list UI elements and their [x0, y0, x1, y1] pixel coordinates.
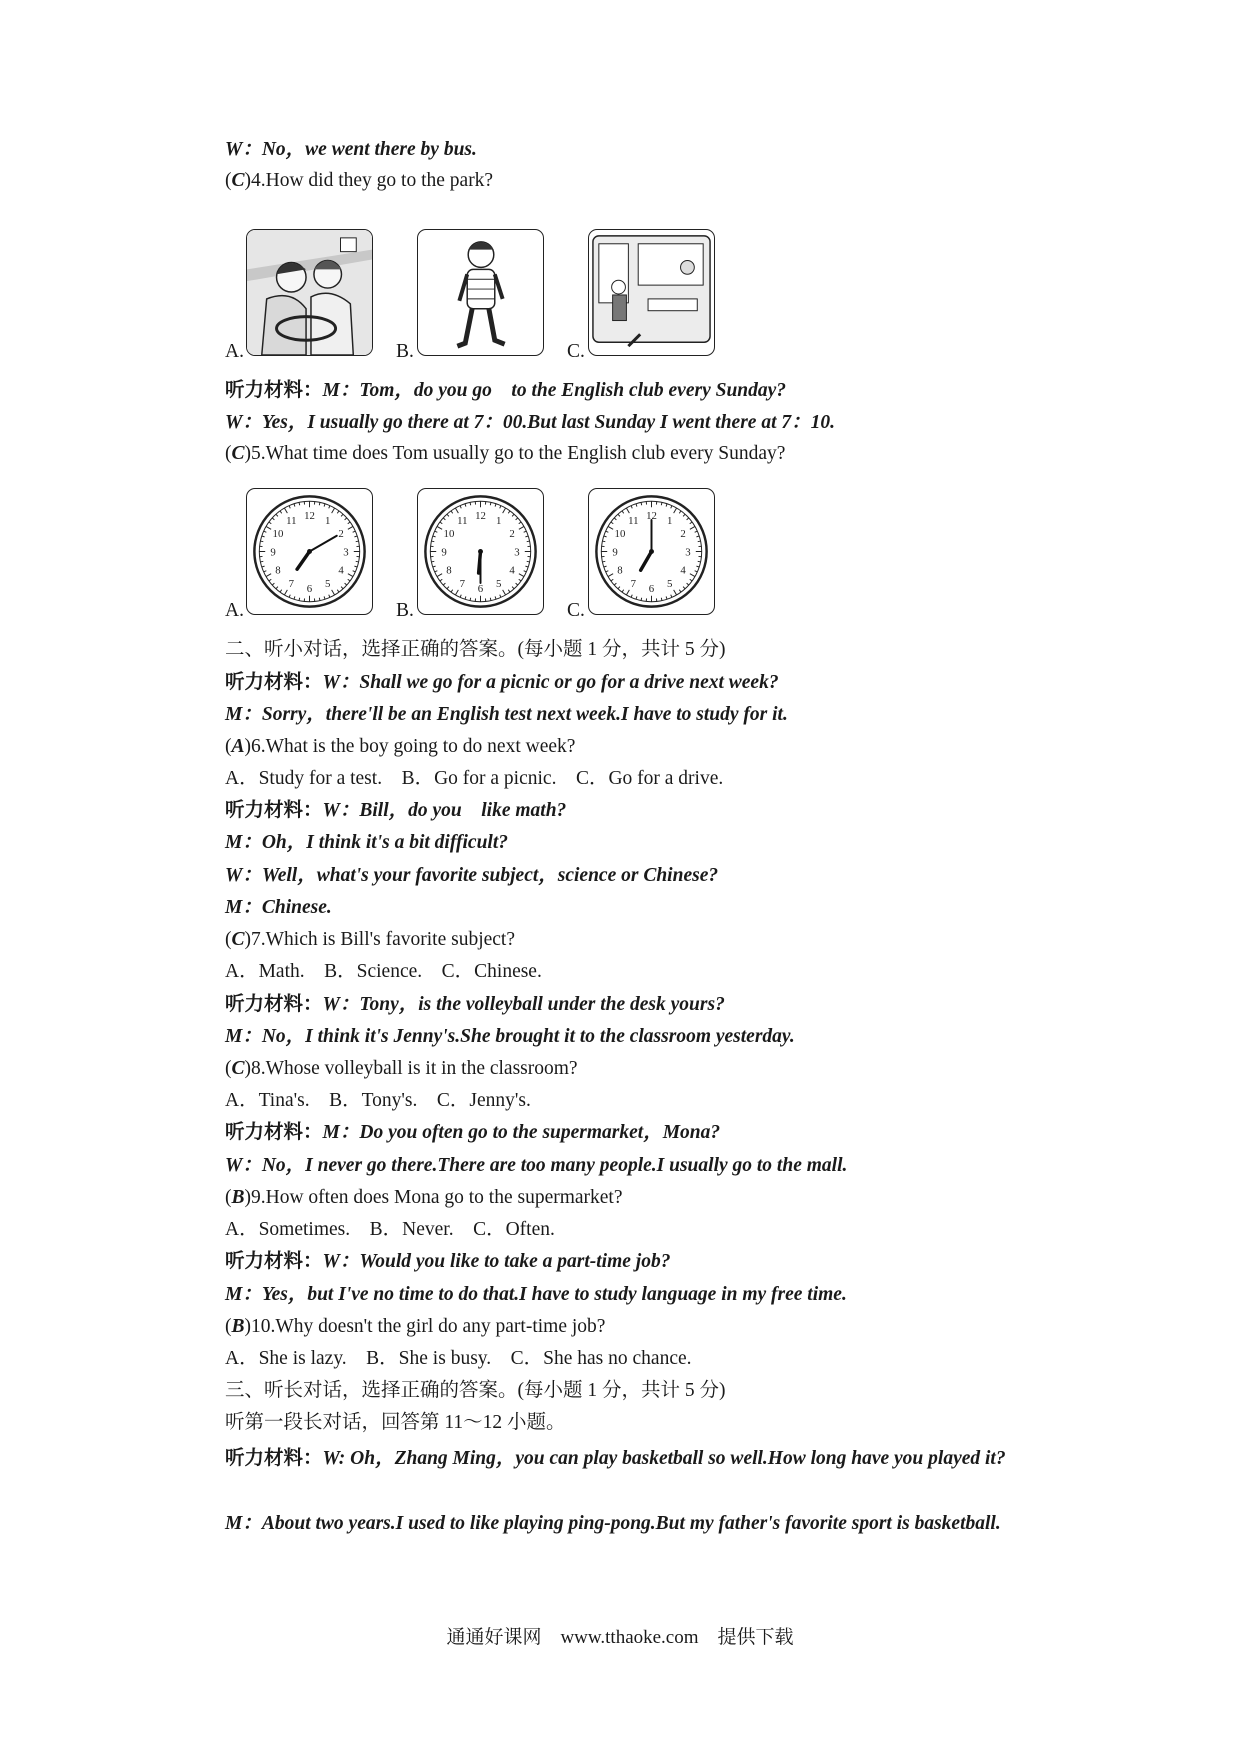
options-9: A．Sometimes. B．Never. C．Often.	[225, 1219, 555, 1240]
svg-text:6: 6	[477, 582, 484, 595]
answer-7: C	[231, 929, 245, 950]
option-b-label: B.	[396, 341, 414, 362]
dialogue-paragraph: 听力材料：W: Oh，Zhang Ming，you can play basketball so well.How long have you played it?	[225, 1448, 1006, 1469]
svg-text:12: 12	[646, 510, 657, 523]
dialogue-line: 听力材料：W：Shall we go for a picnic or go for a drive next week?	[225, 672, 779, 693]
dialogue-line: W：Well，what's your favorite subject，science or Chinese?	[225, 865, 719, 886]
clock-b-picture	[417, 488, 544, 615]
option-a-label: A.	[225, 600, 244, 621]
option-c-label: C.	[567, 600, 585, 621]
svg-text:8: 8	[275, 564, 281, 577]
svg-text:3: 3	[343, 546, 349, 559]
section-instruction: 听第一段长对话，回答第 11～12 小题。	[225, 1412, 566, 1433]
svg-text:3: 3	[514, 546, 520, 559]
svg-text:10: 10	[272, 528, 284, 541]
options-8: A．Tina's. B．Tony's. C．Jenny's.	[225, 1090, 531, 1111]
section-heading-3: 三、听长对话，选择正确的答案。(每小题 1 分，共计 5 分)	[225, 1380, 726, 1401]
svg-text:7: 7	[459, 577, 465, 590]
svg-text:1: 1	[496, 514, 502, 527]
svg-text:8: 8	[446, 564, 452, 577]
dialogue-paragraph: M：About two years.I used to like playing ping-pong.But my father's favorite sport is basketball.	[225, 1513, 1001, 1534]
svg-text:12: 12	[304, 510, 315, 523]
answer-6: A	[231, 736, 245, 757]
svg-text:8: 8	[617, 564, 623, 577]
svg-text:7: 7	[630, 577, 636, 590]
svg-text:1: 1	[667, 514, 673, 527]
svg-text:5: 5	[496, 577, 502, 590]
dialogue-line: M：No，I think it's Jenny's.She brought it to the classroom yesterday.	[225, 1026, 795, 1047]
option-c-label: C.	[567, 341, 585, 362]
dialogue-line: 听力材料：W：Bill，do you like math?	[225, 800, 567, 821]
clock-a-picture	[246, 488, 373, 615]
dialogue-line: M：Yes，but I've no time to do that.I have to study language in my free time.	[225, 1284, 847, 1305]
dialogue-line: 听力材料：M：Do you often go to the supermarket，Mona?	[225, 1122, 721, 1143]
clock-c-picture	[588, 488, 715, 615]
svg-text:2: 2	[509, 528, 515, 541]
question-6: (A)6.What is the boy going to do next week?	[225, 736, 576, 757]
question-8: (C)8.Whose volleyball is it in the classroom?	[225, 1058, 578, 1079]
answer-4: C	[231, 170, 245, 191]
options-10: A．She is lazy. B．She is busy. C．She has no chance.	[225, 1348, 692, 1369]
question-7: (C)7.Which is Bill's favorite subject?	[225, 929, 516, 950]
section-heading-2: 二、听小对话，选择正确的答案。(每小题 1 分，共计 5 分)	[225, 639, 726, 660]
svg-text:7: 7	[288, 577, 294, 590]
walking-boy-picture	[417, 229, 544, 356]
dialogue-line: W：No，I never go there.There are too many people.I usually go to the mall.	[225, 1155, 848, 1176]
dialogue-line: 听力材料：W：Tony，is the volleyball under the desk yours?	[225, 994, 725, 1015]
car-picture	[246, 229, 373, 356]
answer-5: C	[231, 443, 245, 464]
svg-text:3: 3	[685, 546, 691, 559]
svg-text:12: 12	[475, 510, 486, 523]
svg-text:11: 11	[628, 514, 639, 527]
options-7: A．Math. B．Science. C．Chinese.	[225, 961, 542, 982]
svg-text:10: 10	[443, 528, 455, 541]
svg-text:4: 4	[680, 564, 686, 577]
option-a-label: A.	[225, 341, 244, 362]
svg-text:9: 9	[270, 546, 276, 559]
question-5: (C)5.What time does Tom usually go to the English club every Sunday?	[225, 443, 786, 464]
svg-text:4: 4	[338, 564, 344, 577]
svg-text:1: 1	[325, 514, 331, 527]
svg-text:9: 9	[612, 546, 618, 559]
svg-text:2: 2	[680, 528, 686, 541]
dialogue-line: M：Sorry，there'll be an English test next week.I have to study for it.	[225, 704, 788, 725]
options-6: A．Study for a test. B．Go for a picnic. C．Go for a drive.	[225, 768, 724, 789]
answer-8: C	[231, 1058, 245, 1079]
svg-text:10: 10	[614, 528, 626, 541]
svg-text:11: 11	[286, 514, 297, 527]
dialogue-line: W：No，we went there by bus.	[225, 139, 477, 160]
svg-text:9: 9	[441, 546, 447, 559]
svg-text:11: 11	[457, 514, 468, 527]
svg-text:6: 6	[648, 582, 655, 595]
dialogue-line: 听力材料：W：Would you like to take a part-time job?	[225, 1251, 671, 1272]
footer: 通通好课网 www.tthaoke.com 提供下载	[446, 1627, 794, 1648]
question-10: (B)10.Why doesn't the girl do any part-time job?	[225, 1316, 606, 1337]
dialogue-line: M：Chinese.	[225, 897, 332, 918]
answer-9: B	[231, 1187, 245, 1208]
svg-text:2: 2	[338, 528, 344, 541]
bus-picture	[588, 229, 715, 356]
dialogue-line: 听力材料：M：Tom，do you go to the English club every Sunday?	[225, 380, 787, 401]
dialogue-line: M：Oh，I think it's a bit difficult?	[225, 832, 508, 853]
question-4: (C)4.How did they go to the park?	[225, 170, 494, 191]
option-b-label: B.	[396, 600, 414, 621]
dialogue-line: W：Yes，I usually go there at 7：00.But last Sunday I went there at 7：10.	[225, 412, 835, 433]
answer-10: B	[231, 1316, 245, 1337]
svg-text:4: 4	[509, 564, 515, 577]
svg-text:6: 6	[306, 582, 313, 595]
svg-text:5: 5	[325, 577, 331, 590]
question-9: (B)9.How often does Mona go to the supermarket?	[225, 1187, 623, 1208]
svg-text:5: 5	[667, 577, 673, 590]
